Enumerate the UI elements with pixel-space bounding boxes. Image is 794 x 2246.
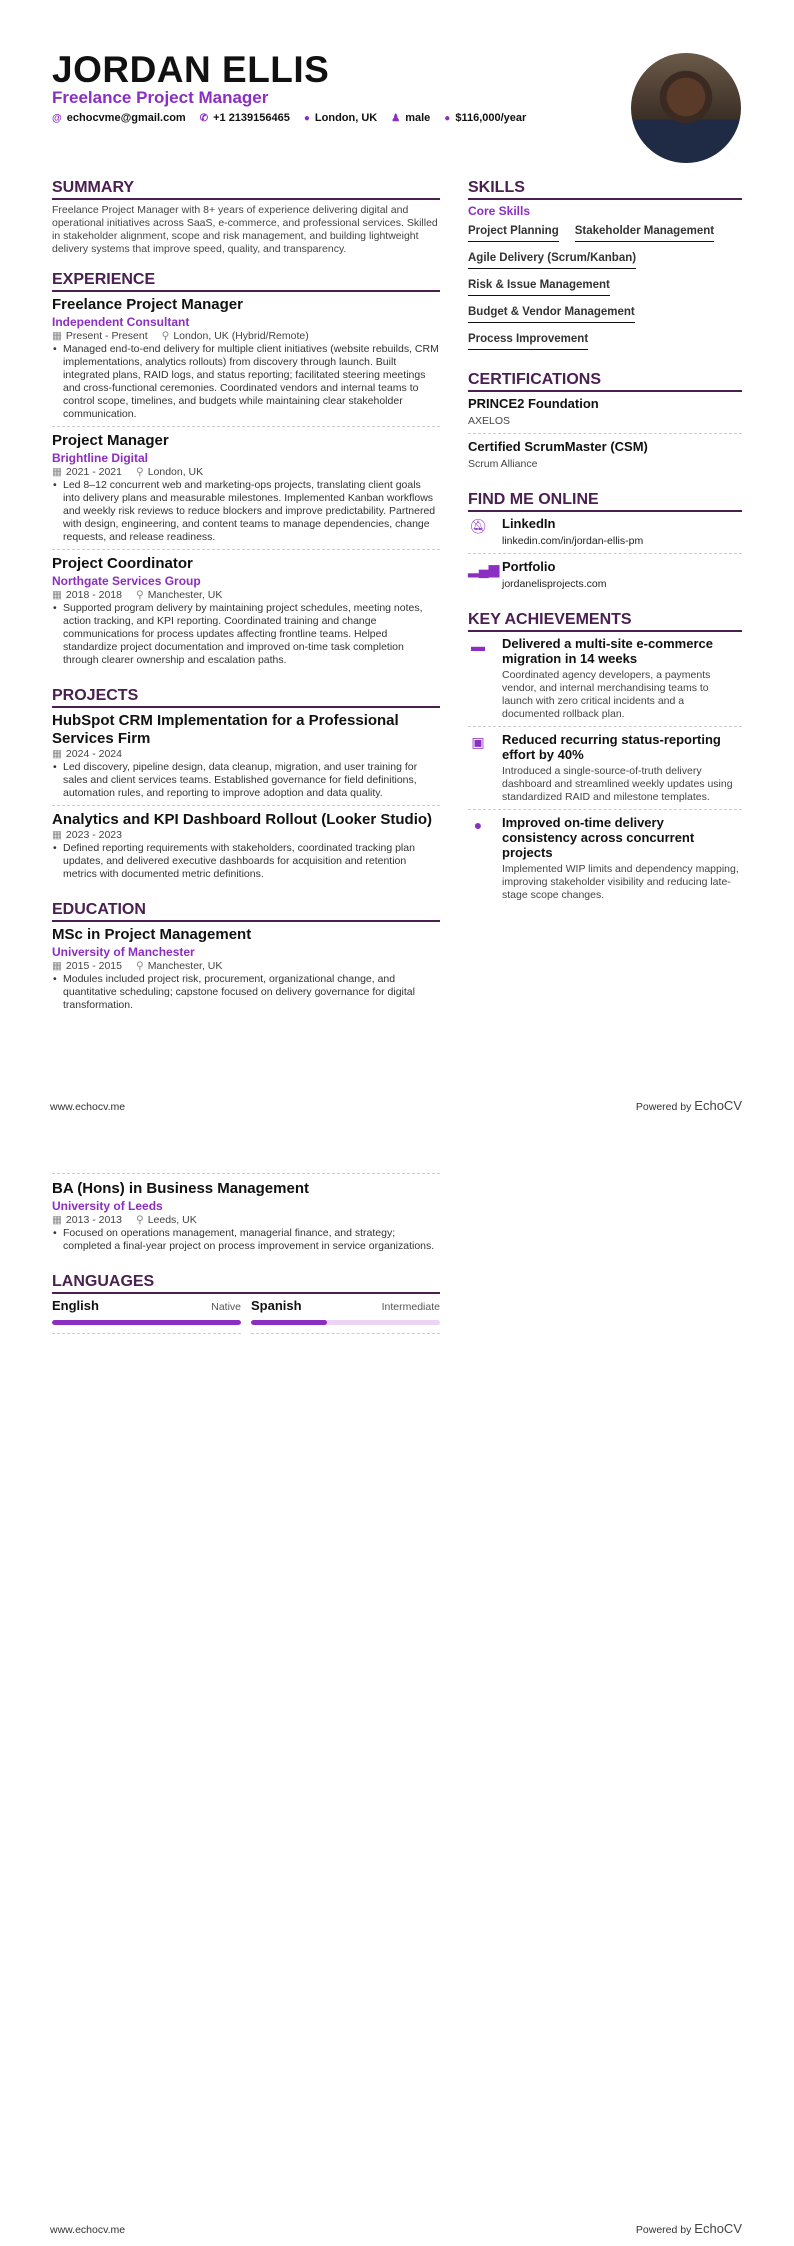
skill-tag: Budget & Vendor Management: [468, 302, 635, 323]
skill-tag: Agile Delivery (Scrum/Kanban): [468, 248, 636, 269]
company-name: Brightline Digital: [52, 451, 148, 465]
location-icon: ⚲: [135, 960, 144, 972]
chat-icon: ●: [473, 817, 483, 833]
date-range: ▦ Present - Present: [52, 330, 148, 342]
contact-location: ● London, UK: [303, 112, 378, 124]
profile-photo: [631, 53, 741, 163]
left-column-continued: [52, 1173, 440, 1334]
footer-powered-by[interactable]: Powered by EchoCV: [635, 2221, 742, 2236]
summary-text: Freelance Project Manager with 8+ years of experience delivering digital and operational initiatives across SaaS, e-commerce, and professional services. Skilled in stakeholder alignment, scope and risk management, and building lightweight delivery systems that improve speed, quality, and transparency.: [52, 204, 438, 255]
languages-list: [52, 1298, 440, 1334]
calendar-icon: ▦: [52, 960, 62, 972]
skill-tag: Risk & Issue Management: [468, 275, 610, 296]
left-column: [52, 178, 440, 1022]
bullet: • Defined reporting requirements with stakeholders, coordinated tracking plan updates, and delivered executive dashboards for acquisition and retention metrics with documented metric definitions.: [52, 842, 440, 881]
bullet: • Focused on operations management, managerial finance, and strategy; completed a final-year project on process improvement in service organizations.: [52, 1227, 440, 1253]
money-icon: ●: [444, 113, 451, 124]
proficiency-bar: [52, 1320, 241, 1325]
company-name: Northgate Services Group: [52, 574, 201, 588]
date-range: ▦ 2015 - 2015: [52, 960, 122, 972]
languages-heading: LANGUAGES: [52, 1272, 440, 1294]
project-title: HubSpot CRM Implementation for a Professional Services Firm: [52, 712, 399, 747]
proficiency-fill: [52, 1320, 241, 1325]
degree-title: MSc in Project Management: [52, 926, 252, 943]
school-name: University of Manchester: [52, 945, 195, 959]
company-name: Independent Consultant: [52, 315, 190, 329]
experience-heading: EXPERIENCE: [52, 270, 440, 292]
phone-icon: ✆: [199, 113, 209, 124]
school-name: University of Leeds: [52, 1199, 163, 1213]
two-column-body: [52, 178, 742, 1022]
date-range: ▦ 2018 - 2018: [52, 589, 122, 601]
bullet: • Modules included project risk, procurement, organizational change, and quantitative scheduling; capstone focused on delivery governance for digital transformation.: [52, 973, 440, 1012]
location: ⚲ Leeds, UK: [135, 1214, 197, 1226]
experience-item: [52, 432, 440, 550]
bell-slash-icon: 🔕︎: [469, 518, 487, 534]
job-title: Freelance Project Manager: [52, 296, 243, 313]
contact-email[interactable]: @ echocvme@gmail.com: [52, 112, 186, 124]
calendar-icon: ▦: [52, 748, 62, 760]
location: ⚲ London, UK: [135, 466, 204, 478]
date-range: ▦ 2021 - 2021: [52, 466, 122, 478]
date-range: ▦ 2024 - 2024: [52, 748, 122, 760]
resume-page-2: [0, 1123, 794, 2246]
bar-chart-icon: ▂▄▆: [468, 561, 500, 577]
contact-salary: ● $116,000/year: [444, 112, 527, 124]
skills-list: [468, 221, 742, 356]
right-column: [468, 178, 742, 912]
calendar-icon: ▦: [52, 1214, 62, 1226]
education-item: [52, 926, 440, 1017]
location-icon: ⚲: [135, 466, 144, 478]
job-title: Project Manager: [52, 432, 169, 449]
job-title: Project Coordinator: [52, 555, 193, 572]
achievements-heading: KEY ACHIEVEMENTS: [468, 610, 742, 632]
achievement-item: ● Improved on-time delivery consistency across concurrent projects Implemented WIP limits and dependency mapping, improving stakeholder visibility and reducing late-stage scope changes.: [468, 815, 742, 907]
skill-tag: Project Planning: [468, 221, 559, 242]
certification-item: PRINCE2 Foundation AXELOS: [468, 396, 742, 434]
footer-powered-by[interactable]: Powered by EchoCV: [635, 1098, 742, 1113]
calendar-icon: ▦: [52, 829, 62, 841]
degree-title: BA (Hons) in Business Management: [52, 1180, 309, 1197]
footer-website[interactable]: www.echocv.me: [50, 1101, 126, 1113]
card-icon: ▬: [471, 638, 485, 654]
skills-group-label: Core Skills: [468, 204, 531, 218]
project-item: [52, 811, 440, 886]
proficiency-fill: [251, 1320, 327, 1325]
bullet: • Led discovery, pipeline design, data cleanup, migration, and user training for sales and client services teams. Established governance for field definitions, automation rules, and reporting to improve adoption and data quality.: [52, 761, 440, 800]
calendar-icon: ▦: [52, 589, 62, 601]
calendar-icon: ▦: [52, 466, 62, 478]
language-item: English Native: [52, 1298, 241, 1334]
location: ⚲ Manchester, UK: [135, 960, 223, 972]
skill-tag: Process Improvement: [468, 329, 588, 350]
location-icon: ⚲: [161, 330, 170, 342]
education-heading: EDUCATION: [52, 900, 440, 922]
location-icon: ⚲: [135, 589, 144, 601]
online-heading: FIND ME ONLINE: [468, 490, 742, 512]
location: ⚲ London, UK (Hybrid/Remote): [161, 330, 309, 342]
certifications-heading: CERTIFICATIONS: [468, 370, 742, 392]
candidate-name: JORDAN ELLIS: [52, 49, 330, 90]
at-icon: @: [52, 113, 62, 124]
achievement-item: ▬ Delivered a multi-site e-commerce migration in 14 weeks Coordinated agency developers, a payments vendor, and internal merchandising teams to launch with zero critical incidents and a documented rollback plan.: [468, 636, 742, 727]
summary-heading: SUMMARY: [52, 178, 440, 200]
projects-heading: PROJECTS: [52, 686, 440, 708]
achievement-item: ▣ Reduced recurring status-reporting effort by 40% Introduced a single-source-of-truth delivery dashboard and streamlined weekly updates using standardized RAID and milestone templates.: [468, 732, 742, 810]
experience-item: [52, 555, 440, 672]
certification-item: Certified ScrumMaster (CSM) Scrum Alliance: [468, 439, 648, 470]
skills-heading: SKILLS: [468, 178, 742, 200]
location-icon: ●: [303, 113, 310, 124]
bullet: • Led 8–12 concurrent web and marketing-ops projects, translating client goals into delivery plans and measurable milestones. Implemented Kanban workflows and weekly risk reviews to reduce blockers and improve predictability. Partnered with design, engineering, and content teams to manage dependencies, change requests, and release readiness.: [52, 479, 440, 544]
contact-bar: [52, 111, 526, 126]
date-range: ▦ 2023 - 2023: [52, 829, 122, 841]
bullet: • Managed end-to-end delivery for multiple client initiatives (website rebuilds, CRM implementations, analytics rollouts) from discovery through launch. Built integrated plans, RAID logs, and status reporting; facilitated steering meetings and cross-functional ceremonies. Coordinated vendors and internal teams to control scope, timelines, and budgets while maintaining clear stakeholder communication.: [52, 343, 440, 421]
online-link-linkedin[interactable]: 🔕︎ LinkedIn linkedin.com/in/jordan-ellis-pm: [468, 516, 742, 554]
bullet: • Supported program delivery by maintaining project schedules, meeting notes, action tracking, and KPI reporting. Coordinated training and change communications for process updates affecting frontline teams. Helped standardize project documentation and improved on-time task completion through clearer ownership and escalation paths.: [52, 602, 440, 667]
experience-item: [52, 296, 440, 427]
education-item: [52, 1173, 440, 1258]
contact-phone[interactable]: ✆ +1 2139156465: [199, 112, 290, 124]
project-item: [52, 712, 440, 806]
footer-website[interactable]: www.echocv.me: [50, 2224, 126, 2236]
date-range: ▦ 2013 - 2013: [52, 1214, 122, 1226]
calendar-icon: ▦: [52, 330, 62, 342]
project-title: Analytics and KPI Dashboard Rollout (Looker Studio): [52, 811, 433, 828]
terminal-icon: ▣: [471, 734, 485, 750]
skill-tag: Stakeholder Management: [575, 221, 714, 242]
candidate-title: Freelance Project Manager: [52, 88, 269, 107]
contact-gender: ♟ male: [391, 112, 431, 124]
user-icon: ♟: [391, 113, 401, 124]
language-item: Spanish Intermediate: [251, 1298, 440, 1334]
proficiency-bar: [251, 1320, 440, 1325]
location-icon: ⚲: [135, 1214, 144, 1226]
location: ⚲ Manchester, UK: [135, 589, 223, 601]
online-link-portfolio[interactable]: ▂▄▆ Portfolio jordanelisprojects.com: [468, 559, 607, 590]
